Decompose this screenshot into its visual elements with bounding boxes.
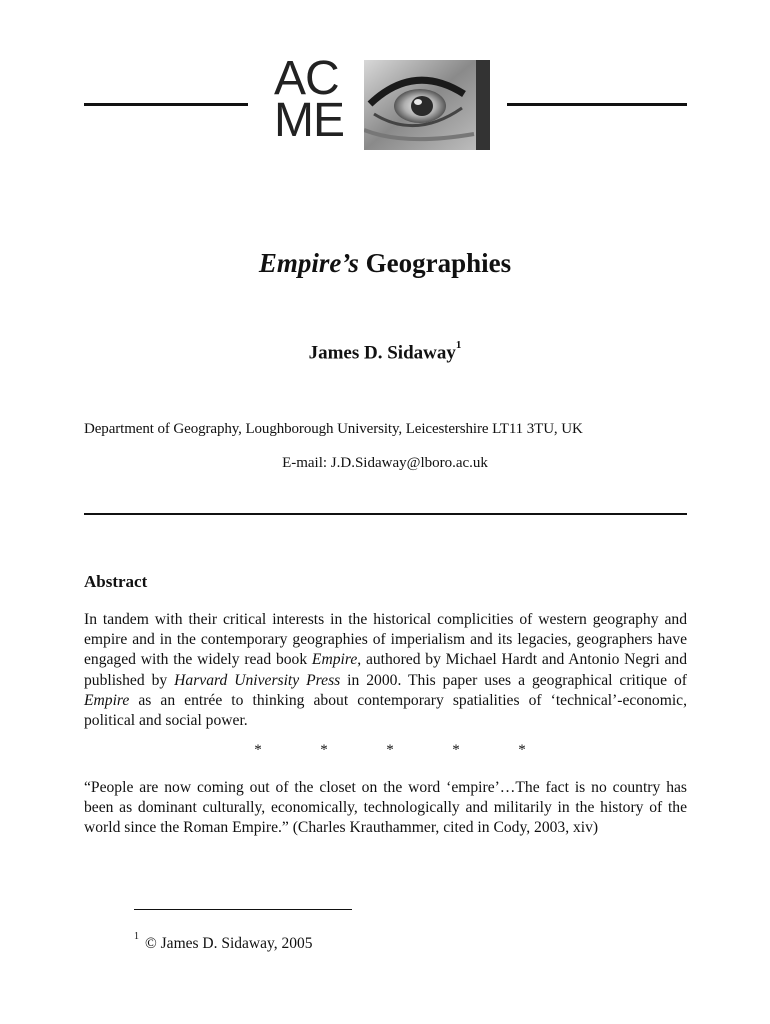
logo-text — [274, 52, 344, 147]
footnote-rule — [134, 909, 352, 910]
header-rule-left — [84, 103, 248, 106]
separator-star: * — [320, 742, 328, 758]
separator-star: * — [518, 742, 526, 758]
logo-text-line1: AC — [274, 52, 339, 105]
acme-logo — [268, 52, 490, 152]
affiliation: Department of Geography, Loughborough University, Leicestershire LT11 3TU, UK — [84, 421, 583, 437]
separator-star: * — [386, 742, 394, 758]
abstract-text-4: as an entrée to thinking about contemporary spatialities of ‘technical’-economic, political and social power. — [84, 691, 687, 730]
section-separator — [230, 742, 550, 759]
email: E-mail: J.D.Sidaway@lboro.ac.uk — [282, 455, 488, 471]
abstract-em-2: Harvard University Press — [174, 671, 341, 689]
title-rest: Geographies — [358, 248, 512, 278]
abstract-heading: Abstract — [84, 572, 148, 591]
section-divider — [84, 513, 687, 515]
abstract-body — [84, 610, 687, 731]
logo-text-line2: ME — [274, 94, 344, 147]
author-text: James D. Sidaway — [308, 342, 456, 364]
abstract-text-2: , authored by Michael Hardt and Antonio Negri and published by — [84, 651, 687, 689]
abstract-text-3: in 2000. This paper uses a geographical critique of — [340, 671, 687, 689]
footnote — [134, 931, 313, 953]
abstract-em-3: Empire — [84, 691, 130, 709]
abstract-em-1: Empire — [311, 651, 358, 669]
footnote-text: © James D. Sidaway, 2005 — [145, 935, 313, 953]
title-italic: Empire’s — [258, 248, 359, 278]
author-name — [0, 339, 770, 364]
separator-star: * — [254, 742, 262, 758]
author-footnote-marker: 1 — [455, 339, 462, 351]
separator-star: * — [452, 742, 460, 758]
footnote-marker: 1 — [134, 931, 139, 942]
abstract-text-1: In tandem with their critical interests in the historical complicities of western geography and empire and in the contemporary geographies of imperialism and its legacies, geographers have engaged with the widely read book — [84, 611, 687, 669]
eye-icon — [364, 60, 490, 150]
paper-title — [0, 248, 770, 279]
header-rule-right — [507, 103, 687, 106]
epigraph-quote: “People are now coming out of the closet on the word ‘empire’…The fact is no country has been as dominant culturally, economically, technologically and militarily in the history of the world since the Roman Empire.” (Charles Krauthammer, cited in Cody, 2003, xiv) — [84, 779, 687, 837]
